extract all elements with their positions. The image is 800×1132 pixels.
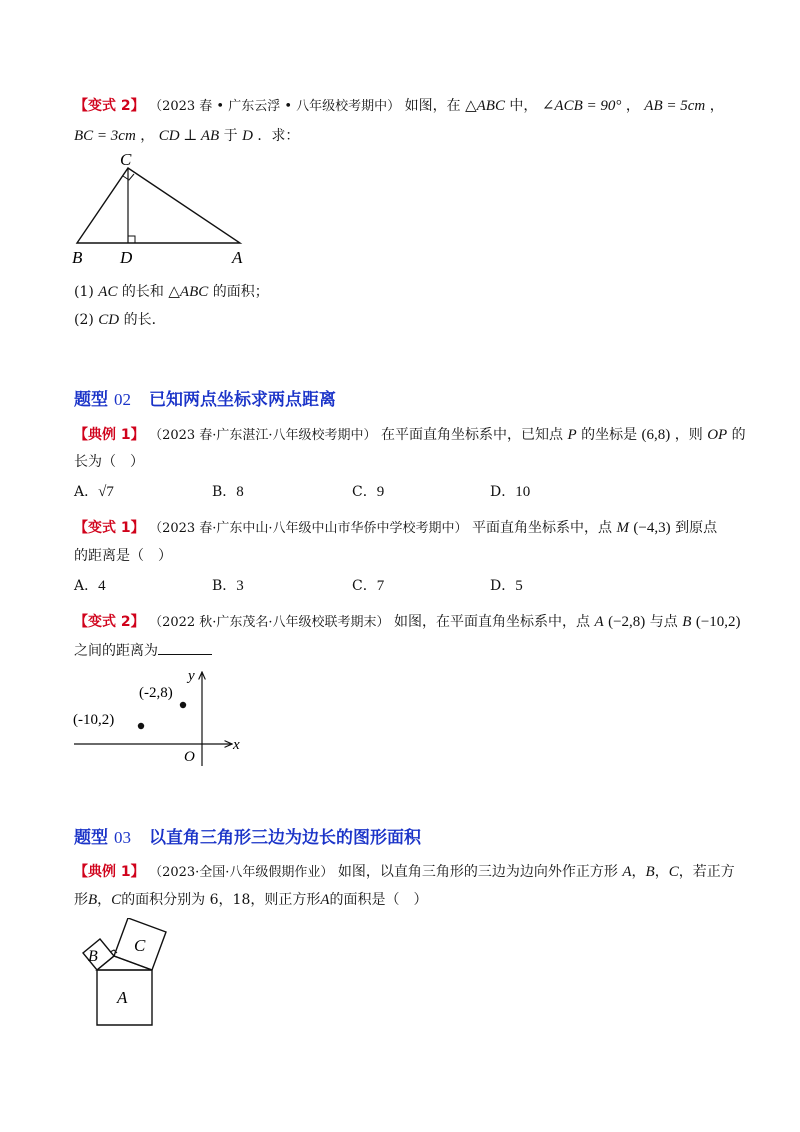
punct: ， — [654, 864, 669, 880]
point-a-label: (-2,8) — [139, 685, 173, 701]
option-d[interactable] — [490, 576, 523, 596]
problem-text: 如图，以直角三角形的三边为边向外作正方形 — [337, 864, 618, 880]
bc-condition: BC = 3cm — [74, 128, 136, 144]
q-text: 的面积； — [212, 284, 269, 300]
segment-ac: AC — [98, 284, 118, 300]
point-a-marker — [180, 702, 186, 708]
punct: ， — [631, 864, 646, 880]
option-d[interactable] — [490, 482, 530, 502]
dianli1-03-line2 — [74, 890, 428, 910]
bianshi2-02-line1 — [74, 612, 741, 633]
coordinate-figure — [66, 664, 252, 770]
bianshi2-line2 — [74, 126, 299, 146]
problem-text: 的 — [731, 427, 746, 443]
problem-text: 到原点 — [675, 520, 718, 536]
problem-source: （2023 春·广东湛江·八年级校考期中） — [149, 428, 377, 443]
point-d: D — [242, 128, 253, 144]
triangle-abc — [77, 168, 240, 243]
problem-text: 的面积是（ ） — [329, 892, 428, 908]
squares-figure — [70, 918, 190, 1030]
problem-tag: 【典例 1】 — [74, 864, 145, 880]
punct: ， — [625, 98, 640, 114]
bianshi2-02-line2 — [74, 640, 212, 661]
section-number: 02 — [114, 390, 131, 409]
option-value: 4 — [98, 578, 106, 594]
problem-text: ．求： — [257, 128, 300, 144]
option-key: A． — [74, 578, 99, 594]
section-label: 题型 — [74, 390, 108, 410]
point-a: A — [594, 614, 604, 630]
bianshi1-02-line1 — [74, 518, 717, 539]
section-heading-03 — [74, 826, 421, 850]
problem-source: （2023 春 • 广东云浮 • 八年级校考期中） — [149, 99, 401, 114]
square-c: C — [111, 892, 122, 908]
option-value: 9 — [376, 484, 385, 500]
bianshi2-line1 — [74, 96, 724, 117]
problem-tag: 【变式 1】 — [74, 520, 145, 536]
ab-condition: AB = 5cm — [644, 98, 706, 114]
option-value: 7 — [376, 578, 385, 594]
label-c: C — [134, 936, 146, 955]
answer-blank[interactable] — [158, 640, 212, 655]
q-number: (2) — [74, 312, 94, 328]
question-1 — [74, 282, 269, 302]
right-angle-mark-d — [128, 236, 135, 243]
problem-text: 如图，在 — [404, 98, 461, 114]
section-number: 03 — [114, 828, 131, 847]
point-b: B — [682, 614, 692, 630]
question-2 — [74, 310, 166, 330]
punct: ， — [140, 128, 155, 144]
label-b: B — [72, 248, 83, 267]
coordinate-p: (6,8) — [641, 427, 671, 443]
option-c[interactable] — [352, 576, 384, 596]
triangle-symbol: △ABC — [465, 98, 505, 114]
punct: ， — [709, 98, 724, 114]
section-label: 题型 — [74, 828, 108, 848]
problem-text: 的面积分别为 6，18，则正方形 — [121, 892, 321, 908]
triangle-figure — [60, 146, 260, 270]
option-value: 8 — [236, 484, 244, 500]
punct: ， — [97, 892, 112, 908]
problem-text: 中， — [509, 98, 538, 114]
option-key: C． — [352, 484, 377, 500]
problem-text: 于 — [223, 128, 238, 144]
label-c: C — [120, 150, 132, 169]
problem-tag: 【变式 2】 — [74, 614, 145, 630]
problem-text: 的距离是（ ） — [74, 548, 172, 564]
problem-text: 如图，在平面直角坐标系中，点 — [394, 614, 591, 630]
problem-text: 形 — [74, 892, 88, 908]
q-text: 的长和 — [121, 284, 164, 300]
problem-text: 在平面直角坐标系中，已知点 — [381, 427, 564, 443]
option-value: 10 — [515, 484, 531, 500]
angle-condition: ∠ACB = 90° — [541, 98, 622, 114]
problem-text: ，则 — [674, 427, 703, 443]
problem-source: （2023 春·广东中山·八年级中山市华侨中学校考期中） — [149, 521, 468, 536]
option-c[interactable] — [352, 482, 384, 502]
dianli1-02-line1 — [74, 425, 746, 446]
square-c: C — [668, 864, 679, 880]
section-title: 以直角三角形三边为边长的图形面积 — [149, 828, 421, 848]
label-a: A — [117, 988, 128, 1007]
option-value: 3 — [236, 578, 244, 594]
option-key: C． — [352, 578, 377, 594]
coordinate-b: (−10,2) — [695, 614, 741, 630]
dianli1-03-line1 — [74, 862, 735, 883]
square-b: B — [645, 864, 655, 880]
option-a[interactable] — [74, 482, 114, 502]
q-text: 的长． — [123, 312, 166, 328]
q-number: (1) — [74, 284, 94, 300]
segment-op: OP — [707, 427, 728, 443]
coordinate-m: (−4,3) — [633, 520, 671, 536]
triangle-symbol: △ABC — [168, 284, 209, 300]
option-key: D． — [490, 484, 516, 500]
option-b[interactable] — [212, 576, 244, 596]
option-value: √7 — [98, 484, 114, 500]
problem-source: （2022 秋·广东茂名·八年级校联考期末） — [149, 615, 390, 630]
problem-text: ，若正方 — [678, 864, 735, 880]
problem-text: 之间的距离为 — [74, 643, 158, 659]
problem-tag: 【典例 1】 — [74, 427, 145, 443]
square-a: A — [320, 892, 330, 908]
point-p: P — [567, 427, 577, 443]
problem-tag: 【变式 2】 — [74, 98, 145, 114]
point-m: M — [616, 520, 629, 536]
option-value: 5 — [515, 578, 523, 594]
origin-label: O — [184, 749, 195, 765]
point-b-label: (-10,2) — [73, 712, 115, 728]
problem-text: 平面直角坐标系中，点 — [472, 520, 613, 536]
option-b[interactable] — [212, 482, 244, 502]
option-a[interactable] — [74, 576, 106, 596]
bianshi1-02-line2 — [74, 546, 172, 566]
x-axis-label: x — [233, 737, 240, 753]
label-d: D — [120, 248, 133, 267]
point-b-marker — [138, 723, 144, 729]
square-b: B — [88, 892, 98, 908]
segment-cd: CD — [98, 312, 120, 328]
problem-text: 长为（ ） — [74, 454, 144, 470]
option-key: D． — [490, 578, 516, 594]
option-key: B． — [212, 578, 237, 594]
option-key: A． — [74, 484, 99, 500]
section-heading-02 — [74, 388, 336, 412]
dianli1-02-line2 — [74, 452, 144, 472]
option-key: B． — [212, 484, 237, 500]
cd-condition: CD ⊥ AB — [158, 128, 220, 144]
section-title: 已知两点坐标求两点距离 — [149, 390, 336, 410]
problem-source: （2023·全国·八年级假期作业） — [149, 865, 334, 880]
problem-text: 与点 — [649, 614, 678, 630]
problem-text: 的坐标是 — [581, 427, 638, 443]
y-axis-label: y — [188, 668, 195, 684]
label-b: B — [88, 948, 98, 965]
label-a: A — [232, 248, 243, 267]
square-a: A — [622, 864, 632, 880]
coordinate-a: (−2,8) — [608, 614, 646, 630]
